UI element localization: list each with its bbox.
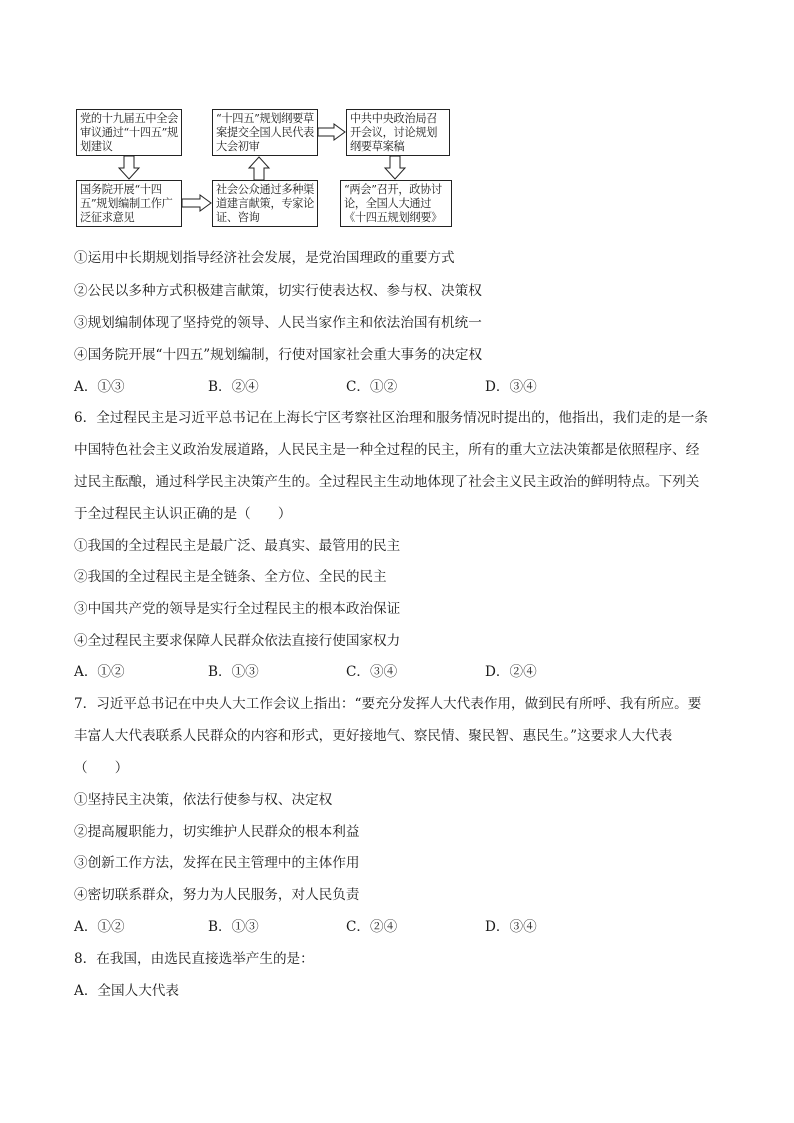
flow-box-plenary: 党的十九届五中全会审议通过“十四五”规划建议 xyxy=(76,109,182,156)
q7-stem-line-3: （ ） xyxy=(74,760,129,776)
q7-option-b[interactable]: B．①③ xyxy=(208,919,259,935)
q6-statement-2: ②我国的全过程民主是全链条、全方位、全民的民主 xyxy=(74,569,387,585)
q6-statement-1: ①我国的全过程民主是最广泛、最真实、最管用的民主 xyxy=(74,538,401,554)
arrow-up-1 xyxy=(249,157,269,180)
q5-statement-3: ③规划编制体现了坚持党的领导、人民当家作主和依法治国有机统一 xyxy=(74,315,482,331)
q6-stem-line-1: 6．全过程民主是习近平总书记在上海长宁区考察社区治理和服务情况时提出的，他指出，我们走的是一条 xyxy=(74,410,708,426)
q6-stem-line-3: 过民主酝酿，通过科学民主决策产生的。全过程民主生动地体现了社会主义民主政治的鲜明特点。下列关 xyxy=(74,474,700,490)
flow-box-public-advice: 社会公众通过多种渠道建言献策，专家论证、咨询 xyxy=(212,180,318,227)
q6-statement-4: ④全过程民主要求保障人民群众依法直接行使国家权力 xyxy=(74,633,401,649)
q5-statement-2: ②公民以多种方式积极建言献策，切实行使表达权、参与权、决策权 xyxy=(74,283,482,299)
q8-stem: 8．在我国，由选民直接选举产生的是： xyxy=(74,951,314,967)
q6-option-c[interactable]: C．③④ xyxy=(346,664,398,680)
q7-option-c[interactable]: C．②④ xyxy=(346,919,398,935)
flow-arrows xyxy=(0,0,794,240)
q6-statement-3: ③中国共产党的领导是实行全过程民主的根本政治保证 xyxy=(74,601,401,617)
flow-box-state-council: 国务院开展“十四五”规划编制工作广泛征求意见 xyxy=(76,180,182,227)
q5-statement-4: ④国务院开展“十四五”规划编制，行使对国家社会重大事务的决定权 xyxy=(74,347,483,363)
q7-stem-line-1: 7．习近平总书记在中央人大工作会议上指出：“要充分发挥人大代表作用，做到民有所呼、我有所应。要 xyxy=(74,696,702,712)
q7-option-d[interactable]: D．③④ xyxy=(485,919,537,935)
q6-stem-line-4: 于全过程民主认识正确的是（ ） xyxy=(74,506,292,522)
q6-option-d[interactable]: D．②④ xyxy=(485,664,537,680)
q7-stem-line-2: 丰富人大代表联系人民群众的内容和形式，更好接地气、察民情、聚民智、惠民生。”这要求人大代表 xyxy=(74,728,673,744)
arrow-down-1 xyxy=(119,156,139,179)
flow-box-politburo: 中共中央政治局召开会议，讨论规划纲要草案稿 xyxy=(346,109,450,156)
q7-statement-2: ②提高履职能力，切实维护人民群众的根本利益 xyxy=(74,824,360,840)
q5-option-b[interactable]: B．②④ xyxy=(208,379,259,395)
flow-box-draft-review: “十四五”规划纲要草案提交全国人民代表大会初审 xyxy=(212,109,318,156)
q7-option-a[interactable]: A．①② xyxy=(74,919,125,935)
q5-statement-1: ①运用中长期规划指导经济社会发展，是党治国理政的重要方式 xyxy=(74,250,455,266)
flow-box-two-sessions: “两会”召开，政协讨论，全国人大通过《十四五规划纲要》 xyxy=(340,180,452,227)
q7-statement-1: ①坚持民主决策，依法行使参与权、决定权 xyxy=(74,792,333,808)
q6-option-a[interactable]: A．①② xyxy=(74,664,125,680)
arrow-right-1 xyxy=(182,195,211,211)
arrow-down-2 xyxy=(385,156,405,179)
q7-statement-3: ③创新工作方法，发挥在民主管理中的主体作用 xyxy=(74,855,360,871)
q7-statement-4: ④密切联系群众，努力为人民服务，对人民负责 xyxy=(74,887,360,903)
q6-option-b[interactable]: B．①③ xyxy=(208,664,259,680)
q5-option-d[interactable]: D．③④ xyxy=(485,379,537,395)
q5-option-c[interactable]: C．①② xyxy=(346,379,398,395)
q5-option-a[interactable]: A．①③ xyxy=(74,379,125,395)
arrow-right-2 xyxy=(318,124,345,140)
q8-option-a[interactable]: A．全国人大代表 xyxy=(74,983,179,999)
q6-stem-line-2: 中国特色社会主义政治发展道路，人民民主是一种全过程的民主，所有的重大立法决策都是依照程序、经 xyxy=(74,442,700,458)
